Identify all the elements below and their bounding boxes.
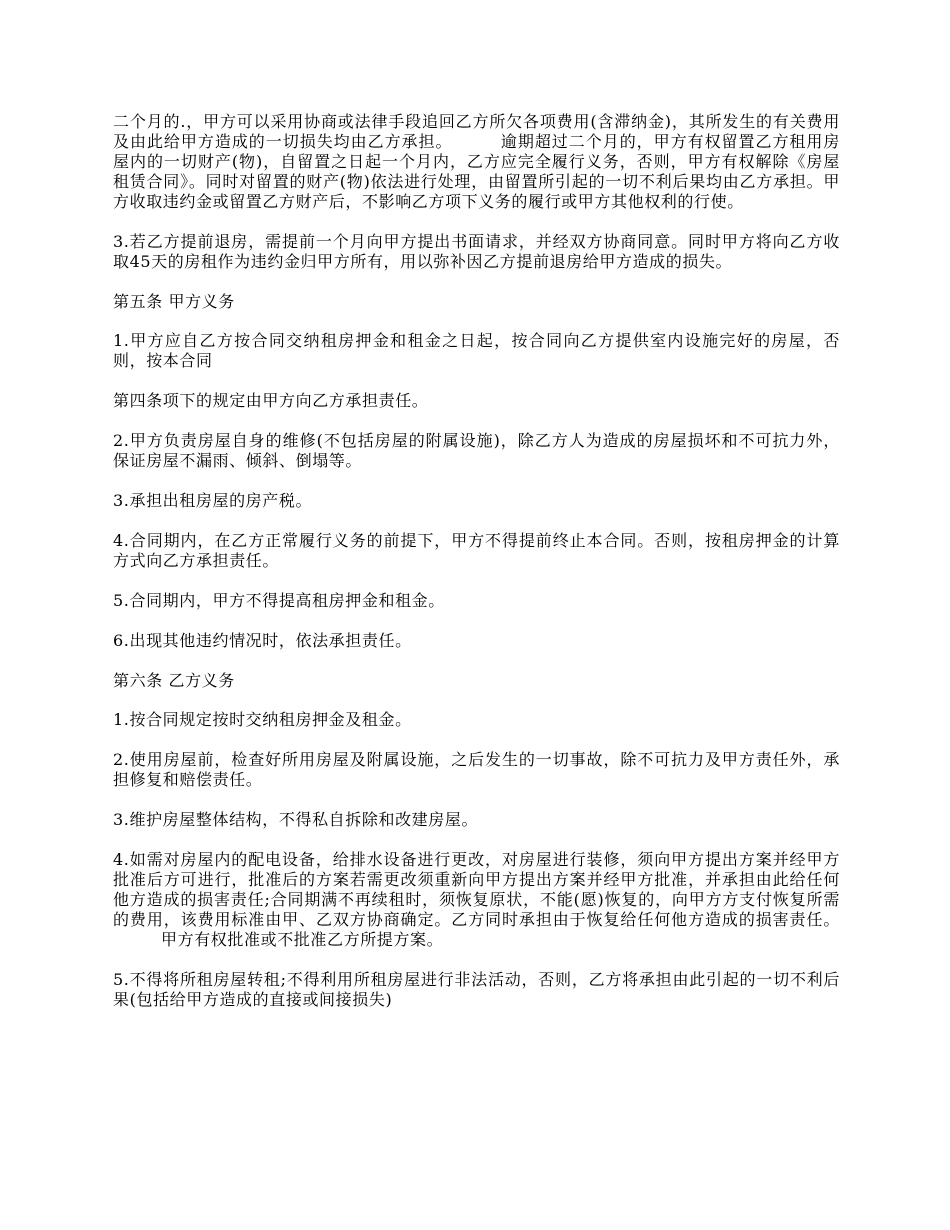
paragraph-text: 甲方有权批准或不批准乙方所提方案。 — [161, 930, 444, 949]
paragraph-text: 二个月的.，甲方可以采用协商或法律手段追回乙方所欠各项费用(含滞纳金)，其所发生的有关费用及由此给甲方造成的一切损失均由乙方承担。 — [113, 112, 840, 151]
paragraph-item: 4.合同期内，在乙方正常履行义务的前提下，甲方不得提前终止本合同。否则，按租房押金的计算方式向乙方承担责任。 — [113, 531, 840, 570]
paragraph-item: 3.承担出租房屋的房产税。 — [113, 491, 313, 510]
paragraph-item: 第四条项下的规定由甲方向乙方承担责任。 — [113, 391, 429, 410]
section-heading-party-a-duties: 第五条 甲方义务 — [113, 292, 235, 311]
paragraph-item: 3.维护房屋整体结构，不得私自拆除和改建房屋。 — [113, 810, 479, 829]
paragraph-item: 5.不得将所租房屋转租;不得利用所租房屋进行非法活动，否则，乙方将承担由此引起的一切不利后果(包括给甲方造成的直接或间接损失) — [113, 970, 840, 1009]
paragraph-overdue-fees — [113, 112, 840, 212]
paragraph-text: 4.如需对房屋内的配电设备，给排水设备进行更改，对房屋进行装修，须向甲方提出方案并经甲方批准后方可进行，批准后的方案若需更改须重新向甲方提出方案并经甲方批准，并承担由此给任何他方造成的损害责任;合同期满不再续租时，须恢复原状，不能(愿)恢复的，向甲方方支付恢复所需的费用，该费用标准由甲、乙双方协商确定。乙方同时承担由于恢复给任何他方造成的损害责任。 — [113, 850, 840, 929]
paragraph-text: 逾期超过二个月的，甲方有权留置乙方租用房屋内的一切财产(物)，自留置之日起一个月内，乙方应完全履行义务，否则，甲方有权解除《房屋租赁合同》。同时对留置的财产(物)依法进行处理，由留置所引起的一切不利后果均由乙方承担。甲方收取违约金或留置乙方财产后，不影响乙方项下义务的履行或甲方其他权利的行使。 — [113, 132, 840, 211]
paragraph-item: 6.出现其他违约情况时，依法承担责任。 — [113, 631, 412, 650]
paragraph-item: 2.使用房屋前，检查好所用房屋及附属设施，之后发生的一切事故，除不可抗力及甲方责任外，承担修复和赔偿责任。 — [113, 750, 840, 789]
paragraph-item: 1.按合同规定按时交纳租房押金及租金。 — [113, 710, 412, 729]
section-heading-party-b-duties: 第六条 乙方义务 — [113, 671, 235, 690]
paragraph-item: 1.甲方应自乙方按合同交纳租房押金和租金之日起，按合同向乙方提供室内设施完好的房屋，否则，按本合同 — [113, 331, 840, 370]
paragraph-item: 2.甲方负责房屋自身的维修(不包括房屋的附属设施)，除乙方人为造成的房屋损坏和不可抗力外，保证房屋不漏雨、倾斜、倒塌等。 — [113, 431, 840, 470]
paragraph-item: 5.合同期内，甲方不得提高租房押金和租金。 — [113, 591, 445, 610]
paragraph-item — [113, 850, 840, 950]
paragraph-early-termination: 3.若乙方提前退房，需提前一个月向甲方提出书面请求，并经双方协商同意。同时甲方将向乙方收取45天的房租作为违约金归甲方所有，用以弥补因乙方提前退房给甲方造成的损失。 — [113, 232, 840, 271]
document-page — [113, 112, 840, 1030]
